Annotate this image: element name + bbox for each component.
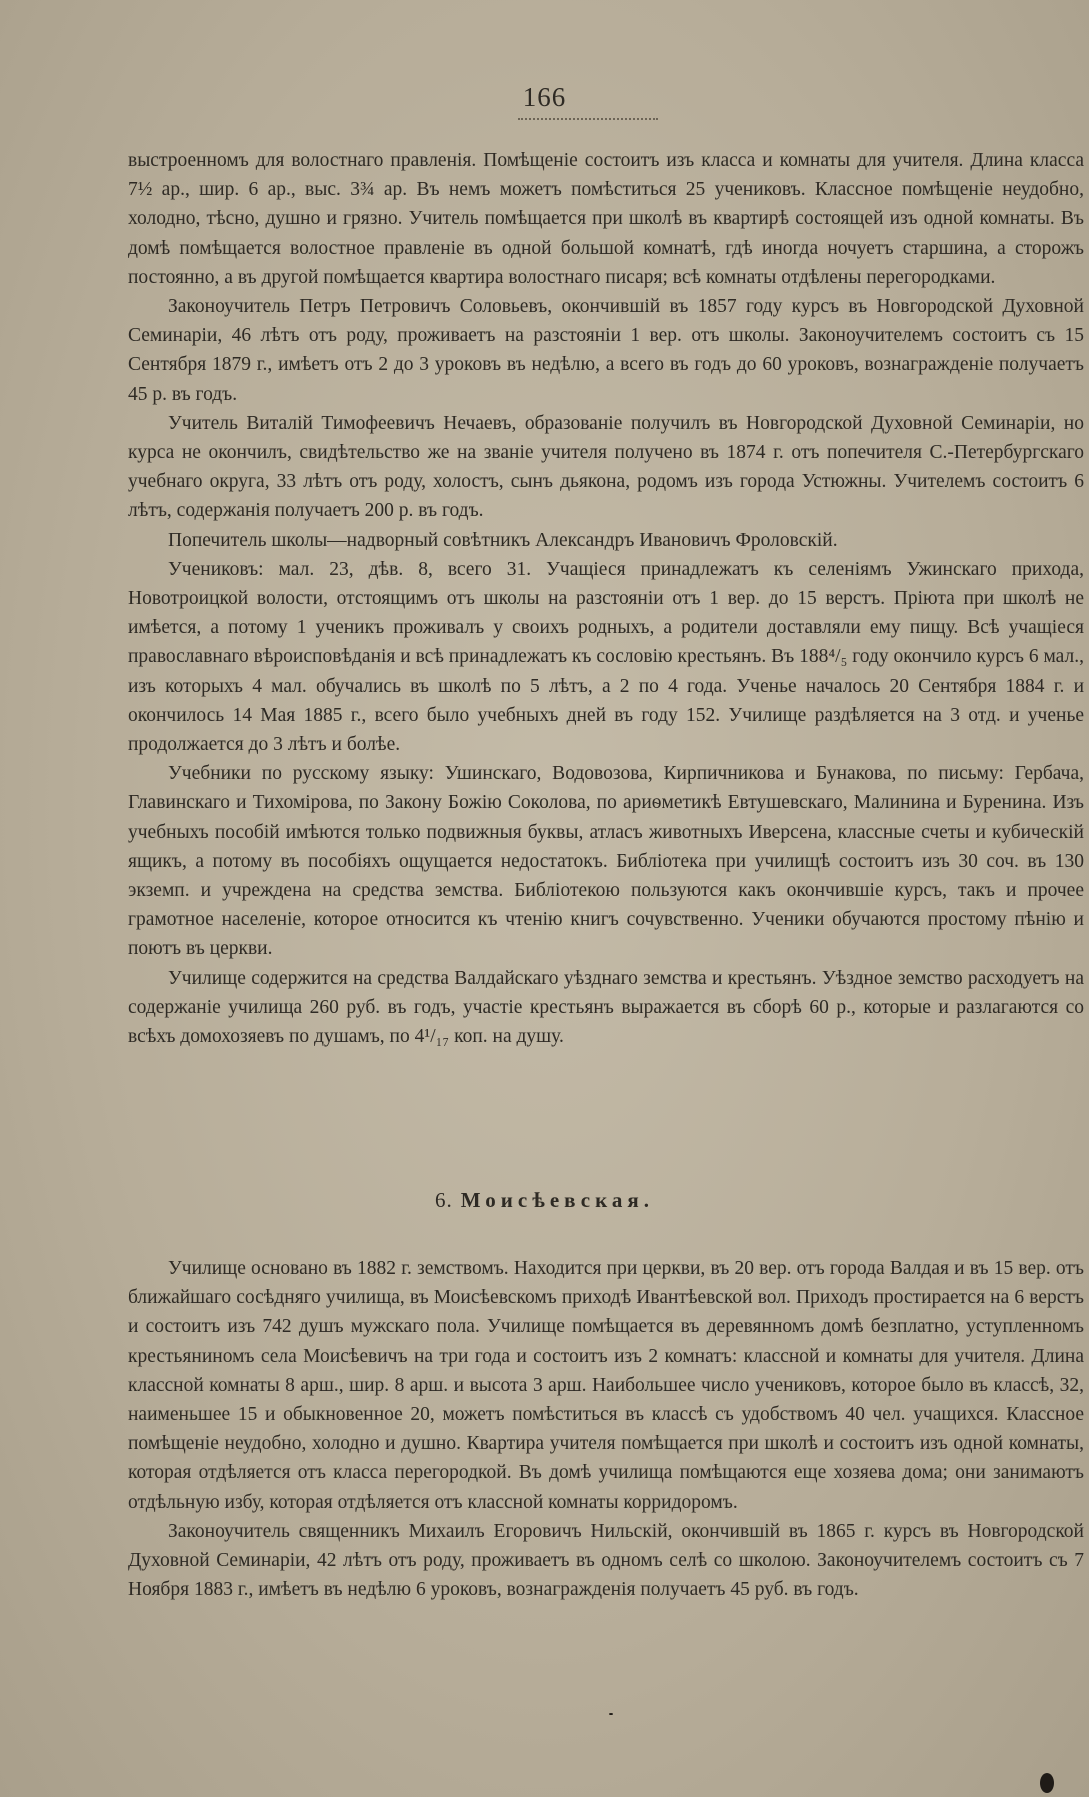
ink-blot bbox=[1040, 1773, 1054, 1793]
text-block-bottom bbox=[128, 1254, 1084, 1604]
paragraph: Учитель Виталій Тимофеевичъ Нечаевъ, образованіе получилъ въ Новгородской Духовной Семинаріи, но курса не окончилъ, свидѣтельство же на званіе учителя получено въ 1874 г. отъ попечителя С.-Петербургскаго учебнаго округа, 33 лѣтъ отъ роду, холостъ, сынъ дьякона, родомъ изъ города Устюжны. Учителемъ состоитъ 6 лѣтъ, содержанія получаетъ 200 р. въ годъ. bbox=[128, 412, 1084, 522]
section-title: Моисѣевская. bbox=[460, 1188, 654, 1212]
section-heading bbox=[0, 1188, 1089, 1213]
page-number-ornament-rule bbox=[518, 118, 658, 120]
page-number: 166 bbox=[522, 82, 567, 112]
paragraph: Законоучитель священникъ Михаилъ Егоровичъ Нильскій, окончившій въ 1865 г. курсъ въ Новгородской Духовной Семинаріи, 42 лѣтъ отъ роду, проживаетъ въ одномъ селѣ со школою. Законоучителемъ состоитъ съ 7 Ноября 1883 г., имѣетъ въ недѣлю 6 уроковъ, вознагражденія получаетъ 45 руб. въ годъ. bbox=[128, 1520, 1084, 1601]
paragraph: выстроенномъ для волостнаго правленія. Помѣщеніе состоитъ изъ класса и комнаты для учителя. Длина класса 7½ ар., шир. 6 ар., выс. 3¾ ар. Въ немъ можетъ помѣститься 25 учениковъ. Классное помѣщеніе неудобно, холодно, тѣсно, душно и грязно. Учитель помѣщается при школѣ въ квартирѣ состоящей изъ одной комнаты. Въ домѣ помѣщается волостное правленіе въ одной большой комнатѣ, гдѣ иногда ночуетъ старшина, а сторожъ постоянно, а въ другой помѣщается квартира волостнаго писаря; всѣ комнаты отдѣлены перегородками. bbox=[128, 150, 1084, 288]
text-block-top bbox=[128, 146, 1084, 1051]
ink-speck bbox=[609, 1713, 613, 1715]
paragraph: Законоучитель Петръ Петровичъ Соловьевъ, окончившій въ 1857 году курсъ въ Новгородской Духовной Семинаріи, 46 лѣтъ отъ роду, проживаетъ на разстояніи 1 вер. отъ школы. Законоучителемъ состоитъ съ 15 Сентября 1879 г., имѣетъ отъ 2 до 3 уроковъ въ недѣлю, а всего въ годъ до 60 уроковъ, вознагражденіе получаетъ 45 р. въ годъ. bbox=[128, 296, 1084, 405]
paragraph: Учениковъ: мал. 23, дѣв. 8, всего 31. Учащіеся принадлежатъ къ селеніямъ Ужинскаго прихода, Новотроицкой волости, отстоящимъ отъ школы на разстояніи отъ 1 вер. до 15 верстъ. Пріюта при школѣ не имѣется, а потому 1 ученикъ проживалъ у своихъ родныхъ, а родители доставляли ему пищу. Всѣ учащіеся православнаго вѣроисповѣданія и всѣ принадлежатъ къ сословію крестьянъ. Въ 188⁴/₅ году окончило курсъ 6 мал., изъ которыхъ 4 мал. обучались въ школѣ по 5 лѣтъ, а 2 по 4 года. Ученье началось 20 Сентября 1884 г. и окончилось 14 Мая 1885 г., всего было учебныхъ дней въ году 152. Училище раздѣляется на 3 отд. и ученье продолжается до 3 лѣтъ и болѣе. bbox=[128, 558, 1084, 756]
section-number: 6. bbox=[435, 1188, 453, 1212]
paragraph: Училище основано въ 1882 г. земствомъ. Находится при церкви, въ 20 вер. отъ города Валдая и въ 15 вер. отъ ближайшаго сосѣдняго училища, въ Моисѣевскомъ приходѣ Ивантѣевской вол. Приходъ простирается на 6 верстъ и состоитъ изъ 742 душъ мужскаго пола. Училище помѣщается въ деревянномъ домѣ безплатно, уступленномъ крестьяниномъ села Моисѣевичъ на три года и состоитъ изъ 2 комнатъ: классной и комнаты для учителя. Длина классной комнаты 8 арш., шир. 8 арш. и высота 3 арш. Наибольшее число учениковъ, которое было въ классѣ, 32, наименьшее 15 и обыкновенное 20, можетъ помѣститься въ классѣ съ удобствомъ 40 чел. учащихся. Классное помѣщеніе неудобно, холодно и душно. Квартира учителя помѣщается при школѣ и состоитъ изъ одной комнаты, которая отдѣляется отъ класса перегородкой. Въ домѣ училища помѣщаются еще хозяева дома; они занимаютъ отдѣльную избу, которая отдѣляется отъ классной комнаты корридоромъ. bbox=[128, 1258, 1084, 1513]
paragraph: Учебники по русскому языку: Ушинскаго, Водовозова, Кирпичникова и Бунакова, по письму: Гербача, Главинскаго и Тихомірова, по Закону Божію Соколова, по ариѳметикѣ Евтушевскаго, Малинина и Буренина. Изъ учебныхъ пособій имѣются только подвижныя буквы, атласъ животныхъ Иверсена, классные счеты и кубическій ящикъ, а потому въ пособіяхъ ощущается недостатокъ. Библіотека при училищѣ состоитъ изъ 30 соч. въ 130 экземп. и учреждена на средства земства. Библіотекою пользуются какъ окончившіе курсъ, такъ и прочее грамотное населеніе, которое относится къ чтенію книгъ сочувственно. Ученики обучаются простому пѣнію и поютъ въ церкви. bbox=[128, 763, 1084, 960]
paragraph: Попечитель школы—надворный совѣтникъ Александръ Ивановичъ Фроловскій. bbox=[168, 529, 838, 551]
paragraph: Училище содержится на средства Валдайскаго уѣзднаго земства и крестьянъ. Уѣздное земство расходуетъ на содержаніе училища 260 руб. въ годъ, участіе крестьянъ выражается въ сборѣ 60 р., которые и разлагаются со всѣхъ домохозяевъ по душамъ, по 4¹/₁₇ коп. на душу. bbox=[128, 967, 1084, 1048]
